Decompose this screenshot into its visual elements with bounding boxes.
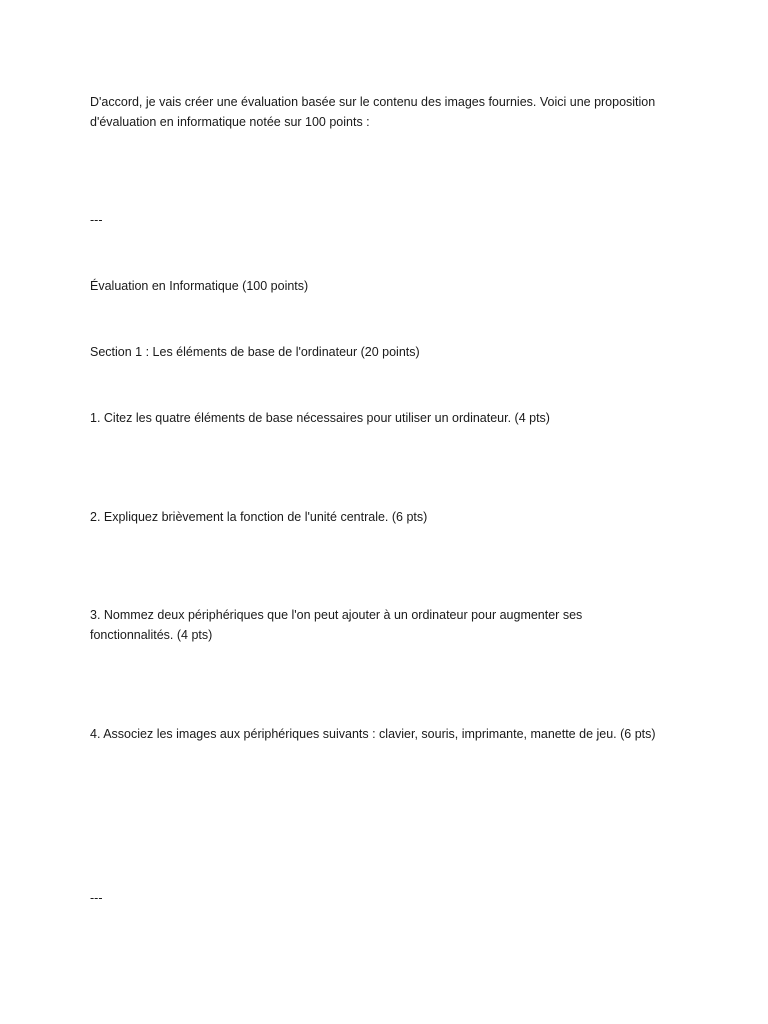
question-2: 2. Expliquez brièvement la fonction de l'unité centrale. (6 pts) [90,510,428,524]
document-title: Évaluation en Informatique (100 points) [90,279,309,293]
question-1: 1. Citez les quatre éléments de base nécessaires pour utiliser un ordinateur. (4 pts) [90,411,550,425]
section-heading: Section 1 : Les éléments de base de l'ordinateur (20 points) [90,345,420,359]
question-3: 3. Nommez deux périphériques que l'on peut ajouter à un ordinateur pour augmenter ses fonctionnalités. (4 pts) [90,608,583,642]
separator-top: --- [90,213,103,227]
intro-paragraph: D'accord, je vais créer une évaluation basée sur le contenu des images fournies. Voici une proposition d'évaluation en informatique notée sur 100 points : [90,95,656,129]
question-4: 4. Associez les images aux périphériques suivants : clavier, souris, imprimante, manette de jeu. (6 pts) [90,727,656,741]
separator-bottom: --- [90,891,103,905]
